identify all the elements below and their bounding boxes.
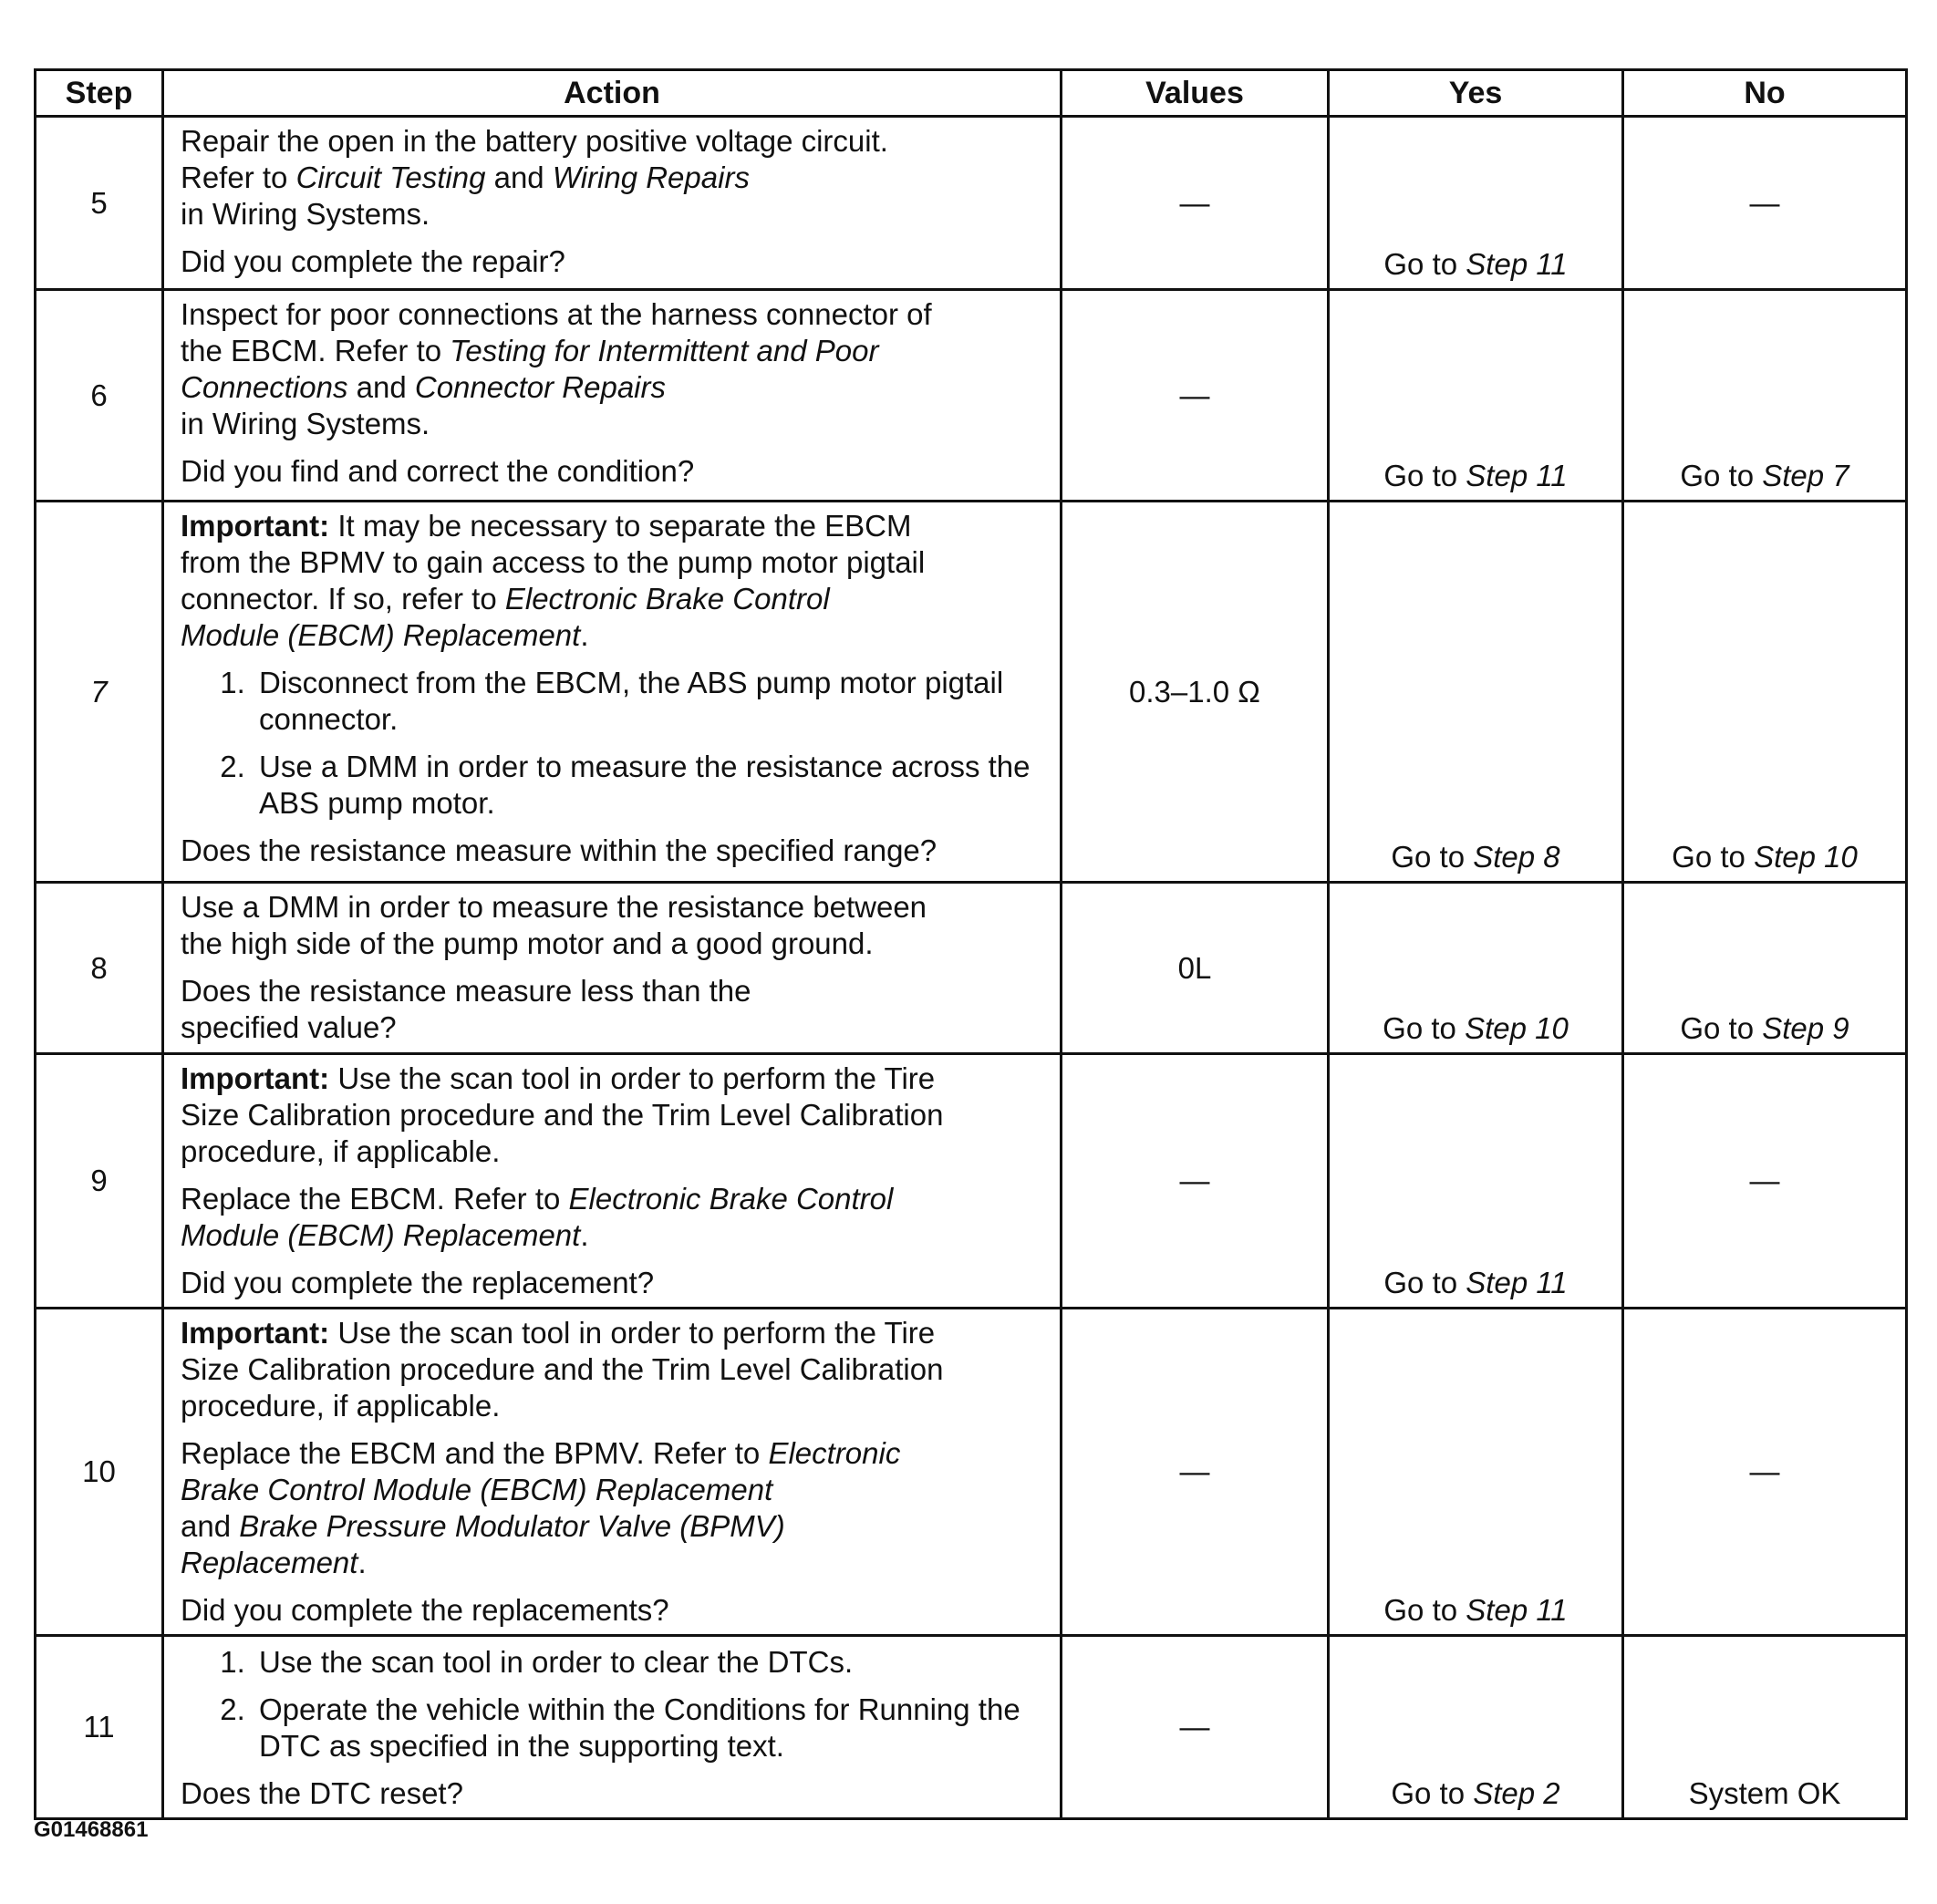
action-text: from the BPMV to gain access to the pump motor pigtail bbox=[181, 545, 926, 579]
reference-link[interactable]: Electronic Brake Control bbox=[504, 582, 830, 616]
no-cell: Go to Step 7 bbox=[1623, 290, 1907, 502]
action-cell bbox=[163, 290, 1062, 502]
value-cell: — bbox=[1062, 1054, 1329, 1309]
table-row-step-9 bbox=[36, 1054, 1907, 1309]
yes-cell: Go to Step 11 bbox=[1329, 1054, 1623, 1309]
header-step: Step bbox=[36, 70, 163, 117]
step-link[interactable]: Step 10 bbox=[1465, 1011, 1569, 1045]
step-link[interactable]: Step 2 bbox=[1473, 1776, 1560, 1810]
reference-link[interactable]: Module (EBCM) Replacement bbox=[181, 1218, 581, 1252]
table-row-step-5 bbox=[36, 117, 1907, 290]
action-text: in Wiring Systems. bbox=[181, 407, 430, 440]
yes-cell: Go to Step 11 bbox=[1329, 117, 1623, 290]
reference-link[interactable]: Circuit Testing bbox=[295, 160, 486, 194]
no-cell: — bbox=[1623, 117, 1907, 290]
yes-cell: Go to Step 8 bbox=[1329, 502, 1623, 883]
action-text: connector. If so, refer to Electronic Brake Control bbox=[181, 582, 830, 616]
step-number: 5 bbox=[36, 117, 163, 290]
important-label: Important: bbox=[181, 1316, 330, 1350]
action-question: specified value? bbox=[181, 1010, 397, 1044]
step-number: 9 bbox=[36, 1054, 163, 1309]
action-text: Repair the open in the battery positive voltage circuit. bbox=[181, 124, 888, 158]
step-number: 8 bbox=[36, 883, 163, 1054]
no-cell: — bbox=[1623, 1054, 1907, 1309]
action-text: procedure, if applicable. bbox=[181, 1134, 501, 1168]
important-note: Important: It may be necessary to separate the EBCM bbox=[181, 509, 912, 543]
table-row-step-11 bbox=[36, 1636, 1907, 1819]
no-cell: System OK bbox=[1623, 1636, 1907, 1819]
table-row-step-10 bbox=[36, 1309, 1907, 1636]
action-text: Size Calibration procedure and the Trim Level Calibration bbox=[181, 1098, 944, 1132]
action-text: procedure, if applicable. bbox=[181, 1389, 501, 1423]
step-number: 11 bbox=[36, 1636, 163, 1819]
important-label: Important: bbox=[181, 1061, 330, 1095]
action-text: Module (EBCM) Replacement. bbox=[181, 618, 589, 652]
reference-link[interactable]: Testing for Intermittent and Poor bbox=[450, 334, 879, 367]
procedure-list bbox=[181, 1644, 1051, 1764]
list-item: 1. Use the scan tool in order to clear the DTCs. bbox=[254, 1644, 1051, 1681]
action-text: Size Calibration procedure and the Trim Level Calibration bbox=[181, 1352, 944, 1386]
procedure-list bbox=[181, 665, 1051, 822]
reference-link[interactable]: Module (EBCM) Replacement bbox=[181, 618, 581, 652]
action-text: and Brake Pressure Modulator Valve (BPMV) bbox=[181, 1509, 785, 1543]
action-text: Inspect for poor connections at the harness connector of bbox=[181, 297, 932, 331]
action-text: Replace the EBCM and the BPMV. Refer to Electronic bbox=[181, 1436, 901, 1470]
reference-link[interactable]: Connections bbox=[181, 370, 348, 404]
reference-link[interactable]: Wiring Repairs bbox=[552, 160, 750, 194]
step-link[interactable]: Step 8 bbox=[1473, 840, 1560, 874]
action-question: Did you complete the repair? bbox=[181, 244, 565, 278]
table-row-step-8 bbox=[36, 883, 1907, 1054]
value-cell: 0.3–1.0 Ω bbox=[1062, 502, 1329, 883]
action-text: Module (EBCM) Replacement. bbox=[181, 1218, 589, 1252]
action-question: Did you complete the replacement? bbox=[181, 1266, 655, 1299]
no-cell: Go to Step 10 bbox=[1623, 502, 1907, 883]
action-cell bbox=[163, 117, 1062, 290]
reference-link[interactable]: Replacement bbox=[181, 1546, 358, 1579]
action-question: Does the resistance measure within the specified range? bbox=[181, 833, 937, 867]
action-text: Use a DMM in order to measure the resistance between bbox=[181, 890, 927, 924]
step-link[interactable]: Step 7 bbox=[1762, 459, 1849, 492]
reference-link[interactable]: Brake Pressure Modulator Valve (BPMV) bbox=[239, 1509, 785, 1543]
value-cell: — bbox=[1062, 1309, 1329, 1636]
reference-link[interactable]: Electronic Brake Control bbox=[568, 1182, 894, 1216]
yes-cell: Go to Step 11 bbox=[1329, 1309, 1623, 1636]
step-number: 10 bbox=[36, 1309, 163, 1636]
action-cell bbox=[163, 883, 1062, 1054]
step-link[interactable]: Step 11 bbox=[1466, 247, 1568, 281]
diagnostic-table bbox=[34, 68, 1908, 1820]
header-values: Values bbox=[1062, 70, 1329, 117]
list-item: 1. Disconnect from the EBCM, the ABS pump motor pigtail connector. bbox=[254, 665, 1051, 738]
reference-link[interactable]: Electronic bbox=[768, 1436, 901, 1470]
yes-cell: Go to Step 2 bbox=[1329, 1636, 1623, 1819]
action-question: Did you find and correct the condition? bbox=[181, 454, 695, 488]
action-text bbox=[181, 1472, 1051, 1508]
action-question: Does the DTC reset? bbox=[181, 1776, 463, 1810]
header-yes: Yes bbox=[1329, 70, 1623, 117]
action-cell bbox=[163, 1054, 1062, 1309]
list-item: 2. Operate the vehicle within the Conditions for Running the DTC as specified in the supporting text. bbox=[254, 1692, 1051, 1764]
action-text: in Wiring Systems. bbox=[181, 197, 430, 231]
step-link[interactable]: Step 9 bbox=[1762, 1011, 1849, 1045]
action-text: Replace the EBCM. Refer to Electronic Brake Control bbox=[181, 1182, 894, 1216]
action-text: Replacement. bbox=[181, 1546, 367, 1579]
no-cell: Go to Step 9 bbox=[1623, 883, 1907, 1054]
table-row-step-6 bbox=[36, 290, 1907, 502]
value-cell: — bbox=[1062, 1636, 1329, 1819]
value-cell: — bbox=[1062, 117, 1329, 290]
table-row-step-7 bbox=[36, 502, 1907, 883]
step-link[interactable]: Step 11 bbox=[1466, 1266, 1568, 1299]
step-link[interactable]: Step 11 bbox=[1466, 459, 1568, 492]
action-cell bbox=[163, 1636, 1062, 1819]
step-number: 6 bbox=[36, 290, 163, 502]
list-item: 2. Use a DMM in order to measure the resistance across the ABS pump motor. bbox=[254, 749, 1051, 822]
action-cell bbox=[163, 502, 1062, 883]
value-cell: — bbox=[1062, 290, 1329, 502]
value-cell: 0L bbox=[1062, 883, 1329, 1054]
important-note: Important: Use the scan tool in order to perform the Tire bbox=[181, 1061, 936, 1095]
action-text: the high side of the pump motor and a good ground. bbox=[181, 926, 874, 960]
header-row bbox=[36, 70, 1907, 117]
important-label: Important: bbox=[181, 509, 330, 543]
action-text: Connections and Connector Repairs bbox=[181, 370, 666, 404]
no-cell: — bbox=[1623, 1309, 1907, 1636]
header-no: No bbox=[1623, 70, 1907, 117]
action-question: Did you complete the replacements? bbox=[181, 1593, 669, 1627]
figure-id: G01468861 bbox=[34, 1817, 149, 1842]
reference-link[interactable]: Connector Repairs bbox=[414, 370, 666, 404]
action-question: Does the resistance measure less than the bbox=[181, 974, 751, 1008]
yes-cell: Go to Step 11 bbox=[1329, 290, 1623, 502]
step-number: 7 bbox=[36, 502, 163, 883]
action-text: Refer to Circuit Testing and Wiring Repairs bbox=[181, 160, 750, 194]
important-note: Important: Use the scan tool in order to perform the Tire bbox=[181, 1316, 936, 1350]
header-action: Action bbox=[163, 70, 1062, 117]
action-text: the EBCM. Refer to Testing for Intermittent and Poor bbox=[181, 334, 879, 367]
step-link[interactable]: Step 10 bbox=[1754, 840, 1858, 874]
yes-cell: Go to Step 10 bbox=[1329, 883, 1623, 1054]
step-link[interactable]: Step 11 bbox=[1466, 1593, 1568, 1627]
reference-link[interactable]: Brake Control Module (EBCM) Replacement bbox=[181, 1473, 773, 1506]
action-cell bbox=[163, 1309, 1062, 1636]
